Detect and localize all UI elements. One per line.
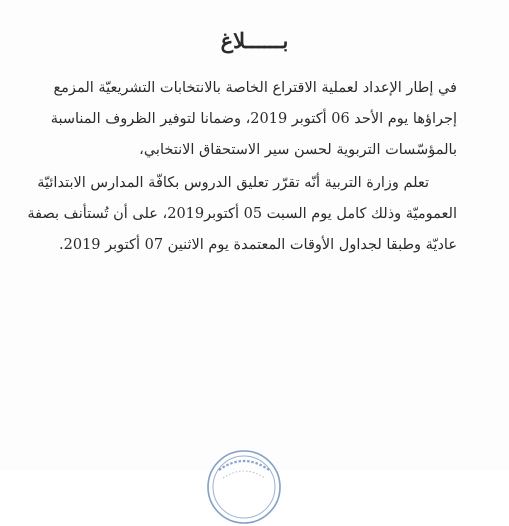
paragraph-line: إجراؤها يوم الأحد 06 أكتوبر 2019، وضمانا لتوفير الظروف المناسبة (50, 111, 457, 127)
paragraph-line: بالمؤسّسات التربوية لحسن سير الاستحقاق الانتخابي، (139, 142, 457, 158)
paragraph-line: العموميّة وذلك كامل يوم السبت 05 أكتوبر2019، على أن تُستأنف بصفة (27, 206, 457, 222)
official-seal-icon (205, 448, 283, 492)
notice-title: بــــــلاغ (220, 28, 289, 53)
paragraph-announcement (27, 168, 457, 261)
paragraph-line: في إطار الإعداد لعملية الاقتراع الخاصة بالانتخابات التشريعيّة المزمع (53, 80, 457, 96)
paragraph-line: عاديّة وطبقا لجداول الأوقات المعتمدة يوم الاثنين 07 أكتوبر 2019. (59, 237, 457, 253)
paragraph-line: تعلم وزارة التربية أنّه تقرّر تعليق الدروس بكافّة المدارس الابتدائيّة (37, 175, 429, 191)
paragraph-context (47, 73, 457, 166)
